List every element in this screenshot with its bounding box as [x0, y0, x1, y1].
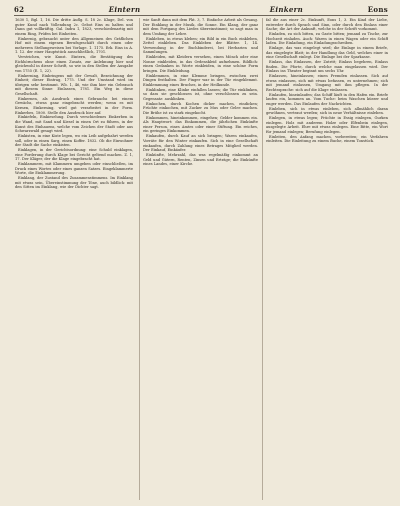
column-paragraph: Einkleben, in etwas kleben; ein Bild in ein Buch einkleben, Zettel einkleben. Das Einkleben der Blätter. 1, 14. Verwendung in der Buchbinderei, bei Herbarien und Sammlungen. [143, 36, 258, 55]
text-column-2 [139, 18, 258, 500]
column-paragraph: Einkochen, durch Kochen dicker machen, eindicken; Früchte einkochen, mit Zucker zu Mus oder Gelee machen. Die Brühe ist zu stark eingekocht. [143, 101, 258, 115]
column-paragraph: Einlass, das Einlassen, der Zutritt; Einlass begehren, Einlass finden. Die Pforte, durch welche man eingelassen wird. Der Einlass ins Theater beginnt um sechs Uhr. [266, 60, 388, 74]
column-paragraph: Einlaufen, hineinlaufen; das Schiff läuft in den Hafen ein. Briefe laufen ein, kommen an. Vom Tuche: beim Waschen kürzer und enger werden. Das Einlaufen der Nachrichten. [266, 92, 388, 106]
column-paragraph: 1630 1, Bgl. 1, 16. Die dritte Auflg. S. 18 2c. Kluge, Del. von guter Kund nach Vollendung 2c. Gebot Eins zu halten und Dann gut vollkräftig. Gal. Indra 1, 1823, verschiedenartig mit einem Ring, Prüfen bei Einheiten. [15, 18, 133, 36]
running-head-left: Eintern [108, 4, 141, 14]
header-rule [14, 15, 388, 16]
column-paragraph: Einkiefeln, Einkieselung. Durch verschiedenes Einkerben in die Wand, mit Sand und Kiesel in einen Ort zu führen, in der Kunst des Einhauens, welche vom Zeichen der Stadt oder aus Schwarzwald gesagt wird. [15, 115, 133, 134]
column-paragraph: Einkernen, als Ausdruck eines Gebrauchs bei einem Gewächs, etwas ganz eingebracht werden; wenn es mit Kernen, Einkerning, wird gut verarbeitet in der Form. Einkerbes, 1800. Stelle den Ausdruck hier auf. [15, 96, 133, 115]
column-paragraph: Einleben, sich in etwas einleben, sich allmählich daran gewöhnen, vertraut werden; sich in neue Verhältnisse einleben. [266, 106, 388, 116]
text-column-1 [15, 18, 133, 500]
column-paragraph: Einlassen, hineinlassen; einen Fremden einlassen. Sich auf etwas einlassen, sich mit etwas befassen, es unternehmen; sich mit jemand einlassen, Umgang mit ihm pflegen. In der Rechtssprache: sich auf die Klage einlassen. [266, 74, 388, 92]
column-paragraph: Einklemmen, in eine Klemme bringen, zwischen zwei Dingen festhalten. Der Finger war in der Tür eingeklemmt. Einklemmung eines Bruches, in der Heilkunde. [143, 73, 258, 87]
column-paragraph: Einlage, das was eingelegt wird; die Einlage in einem Briefe, das eingelegte Blatt; in der Handlung das Geld, welches einer in eine Gesellschaft einlegt. Die Einlage bei der Sparkasse. [266, 46, 388, 60]
column-paragraph: Einklagen, in der Gerichtsordnung: eine Schuld einklagen, eine Forderung durch Klage bei Gericht geltend machen. Z. 1, 17. Der Kläger, der die Klage eingebracht hat. [15, 148, 133, 162]
column-paragraph: Einladen, zu sich bitten, zu Gaste bitten; jemand zu Tische, zur Hochzeit einladen. Auch: Waren in einen Wagen oder ein Schiff laden. Die Einladung, ein Einladungsschreiben. [266, 32, 388, 46]
column-paragraph: Einlegen, in etwas legen; Früchte in Essig einlegen, Gurken einlegen. Holz mit anderem Holze oder Elfenbein einlegen, ausgelegte Arbeit. Ehre mit etwas einlegen. Eine Bitte, ein Wort für jemand einlegen; Berufung einlegen. [266, 116, 388, 134]
running-head-middle: Einkern [269, 4, 304, 14]
column-paragraph: Einkommen, hineinkommen, eingehen; Gelder kommen ein. Als Hauptwort: das Einkommen, die jährlichen Einkünfte einer Person, eines Amtes oder einer Stiftung. Ein reiches, ein geringes Einkommen. [143, 115, 258, 134]
column-paragraph: Einkleiden, mit Kleidern versehen, einen Mönch oder eine Nonne einkleiden, in das Ordenskleid aufnehmen. Bildlich: einen Gedanken in Worte einkleiden, in eine schöne Form bringen. Die Einkleidung. [143, 55, 258, 73]
text-column-3 [262, 18, 388, 500]
column-paragraph: Verstrichen, wie Kunst. Eintern, die Bestätigung des Eichhörnchens ohne einen Zusatz, zur Anlehnung hier und gleichwohl in dieser Schrift, so wie in den Stellen der Ausgabe von 1755 (E. 1, 22). [15, 55, 133, 73]
column-paragraph: Einkaufen, durch Kauf an sich bringen; Waren einkaufen, Vorräte für den Winter einkaufen. Sich in eine Gesellschaft einkaufen, durch Zahlung eines Betrages Mitglied werden. Der Einkauf, Einkäufer. [143, 134, 258, 153]
running-head-right: Eons [367, 4, 388, 14]
column-paragraph: Einleiten, den Anfang machen, vorbereiten; ein Verfahren einleiten. Die Einleitung zu einem Buche, einem Tonstück. [266, 134, 388, 144]
column-paragraph: Einkerning, Einbringens mit der Gewalt, Bezeichnung der Einheit; dieser Eintrag, 1775. Und der Umstand wird im übrigen sehr bestimmt. Wb. 1, 46, wie ihm hier ein Gebrauch mit diesem Sinne: Einlassen, 1781. Ein Weg in diese Gesellschaft. [15, 73, 133, 96]
column-paragraph: wie Sanft dann mit dem Pkt. 3, 7. Einfache Arbeit als Gesang. Der Einklang in der Musik, die Sonne. Ein Klang, der ganz mit dem Fortgang des Liedes übereinstimmt; so sagt man in dem Umfang der Lehre. [143, 18, 258, 36]
column-paragraph: Einklang, der Zustand des Zusammenstimmens. Im Einklang mit etwas sein, Übereinstimmung der Töne, auch bildlich: mit den Sitten im Einklang, wie der Dichter sagt. [15, 176, 133, 190]
page-number: 62 [14, 4, 25, 14]
page-header [14, 3, 388, 15]
column-paragraph: Einklammern, mit Klammern umgeben oder einschließen, im Druck eines Wortes oder eines ganzen Satzes. Eingeklammerte Worte, die Einklammerung. [15, 162, 133, 176]
column-paragraph: fal die aus einer 2c. Einkunft, Eons 1, 3. Ein Kind der Liebe, entweder durch Sprach und Sinn, oder durch den Einlass einer Sache; die Art der Ankunft, welche in der Schrift vorkommt. [266, 18, 388, 32]
column-paragraph: Einkernig, gebraucht unter den Allgemeinen des Gräflichen Hof mit einem eigenen Berufsgeschäft durch einen oder mehreren Stellungsweisen bei Vorlage. 1. 1175. Erk. Eins in A. 1. 12. der einer Hauptstück ausschließlich, 1701. [15, 36, 133, 55]
running-heads [44, 5, 368, 14]
column-paragraph: Einkisten, in eine Kiste legen, wo ein Leib aufgebahrt werden soll, oder in einen Sarg, einen Koffer. 1832. Ob die Einwohner der Stadt die Sache einkisten. [15, 134, 133, 148]
column-paragraph: Einklinken, eine Klinke einfallen lassen; die Tür einklinken, so dass sie geschlossen ist, ohne verschlossen zu sein. Gegensatz: ausklinken. [143, 87, 258, 101]
column-paragraph: Einkünfte, Mehrzahl, das was regelmäßig einkommt an Geld und Gütern, Renten, Zinsen und Erträge; die Einkünfte eines Landes, einer Kirche. [143, 152, 258, 167]
